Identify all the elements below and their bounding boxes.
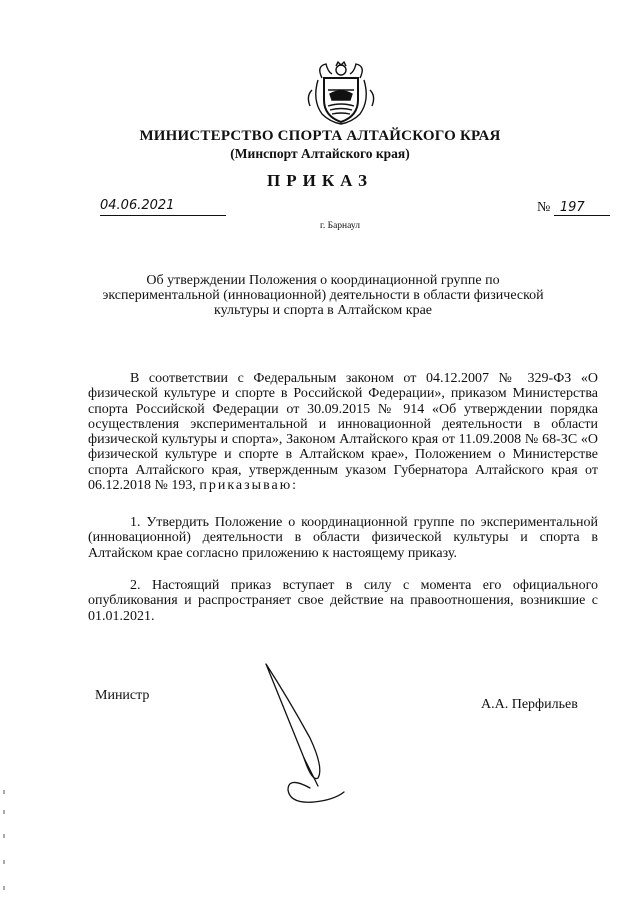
ministry-short-name: (Минспорт Алтайского края) bbox=[230, 146, 410, 161]
body-paragraph-item-2: 2. Настоящий приказ вступает в силу с момента его официального опубликования и распространяет свое действие на правоотношения, возникшие с 01.01.2021. bbox=[88, 578, 598, 624]
body-paragraph-item-1: 1. Утвердить Положение о координационной группе по экспериментальной (инновационной) деятельности в области физической культуры и спорта в Алтайском крае согласно приложению к настоящему приказу. bbox=[88, 515, 598, 561]
handwritten-signature-icon bbox=[248, 658, 358, 818]
document-city: г. Барнаул bbox=[320, 221, 360, 231]
coat-of-arms-icon bbox=[298, 60, 384, 126]
number-label: № bbox=[537, 200, 551, 215]
signatory-name: А.А. Перфильев bbox=[481, 697, 578, 712]
document-subject: Об утверждении Положения о координационной группе по экспериментальной (инновационной) деятельности в области физической культуры и спорта в Алтайском крае bbox=[102, 273, 544, 319]
number-value: 197 bbox=[554, 200, 610, 216]
signatory-title: Министр bbox=[95, 688, 150, 703]
body-paragraph-basis bbox=[88, 371, 598, 493]
ministry-name: МИНИСТЕРСТВО СПОРТА АЛТАЙСКОГО КРАЯ bbox=[139, 128, 501, 144]
command-word: приказываю: bbox=[199, 478, 299, 494]
document-type: ПРИКАЗ bbox=[267, 171, 373, 190]
margin-marks bbox=[2, 790, 6, 900]
basis-text: В соответствии с Федеральным законом от 04.12.2007 № 329-ФЗ «О физической культуре и спорте в Российской Федерации», приказом Министерства спорта Российской Федерации от 30.09.2015 № 914 «Об утверждении порядка осуществления экспериментальной и инновационной деятельности в области физической культуры и спорта», Законом Алтайского края от 11.09.2008 № 68-ЗС «О физической культуре и спорте в Алтайском крае», Положением о Министерстве спорта Алтайского края, утвержденным указом Губернатора Алтайского края от 06.12.2018 № 193, bbox=[88, 371, 598, 494]
document-number bbox=[537, 200, 610, 216]
document-date: 04.06.2021 bbox=[100, 198, 226, 216]
